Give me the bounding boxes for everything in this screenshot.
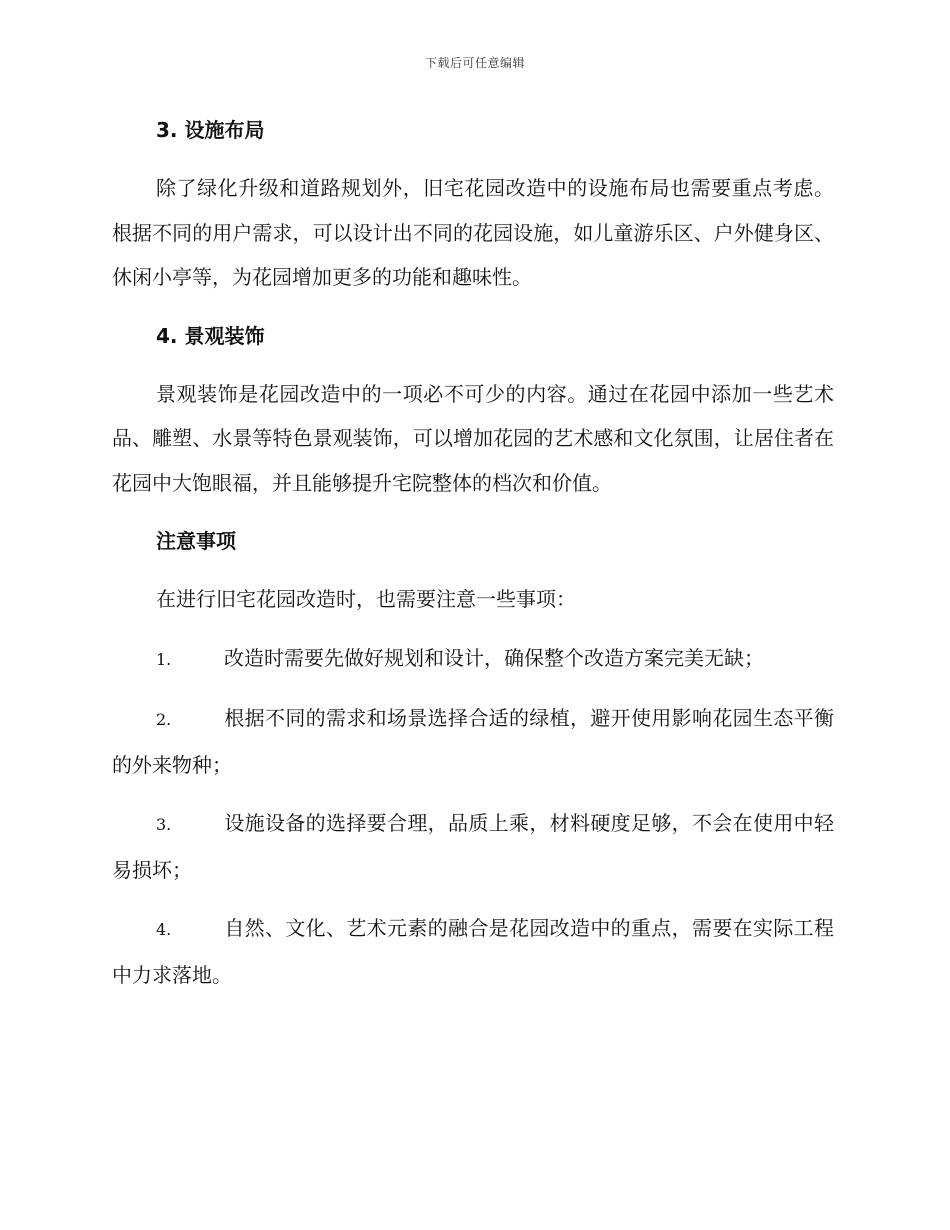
paragraph-landscape: 景观装饰是花园改造中的一项必不可少的内容。通过在花园中添加一些艺术品、雕塑、水景等特色景观装饰，可以增加花园的艺术感和文化氛围，让居住者在花园中大饱眼福，并且能够提升宅院整体的档次和价值。	[112, 381, 834, 495]
list-item	[112, 906, 834, 997]
list-item	[112, 801, 834, 892]
list-item-text: 改造时需要先做好规划和设计，确保整个改造方案完美无缺；	[224, 645, 764, 670]
list-item	[112, 696, 834, 787]
list-item-number: 4.	[156, 920, 172, 939]
list-item	[112, 636, 834, 683]
list-item-number: 3.	[156, 815, 172, 834]
list-item-text: 设施设备的选择要合理，品质上乘，材料硬度足够，不会在使用中轻易损坏；	[112, 811, 834, 882]
list-item-number: 2.	[156, 710, 172, 729]
list-item-text: 根据不同的需求和场景选择合适的绿植，避开使用影响花园生态平衡的外来物种；	[112, 706, 834, 777]
list-item-number: 1.	[156, 649, 172, 669]
page-header: 下载后可任意编辑	[424, 56, 525, 70]
paragraph-facilities: 除了绿化升级和道路规划外，旧宅花园改造中的设施布局也需要重点考虑。根据不同的用户需求，可以设计出不同的花园设施，如儿童游乐区、户外健身区、休闲小亭等，为花园增加更多的功能和趣味性。	[112, 176, 834, 289]
section-heading-landscape: 4. 景观装饰	[156, 323, 265, 348]
section-heading-facilities: 3. 设施布局	[156, 118, 265, 142]
list-item-text: 自然、文化、艺术元素的融合是花园改造中的重点，需要在实际工程中力求落地。	[112, 916, 834, 987]
paragraph-notes-intro: 在进行旧宅花园改造时，也需要注意一些事项：	[156, 587, 576, 611]
section-heading-notes: 注意事项	[156, 529, 236, 553]
document-body	[112, 112, 834, 997]
